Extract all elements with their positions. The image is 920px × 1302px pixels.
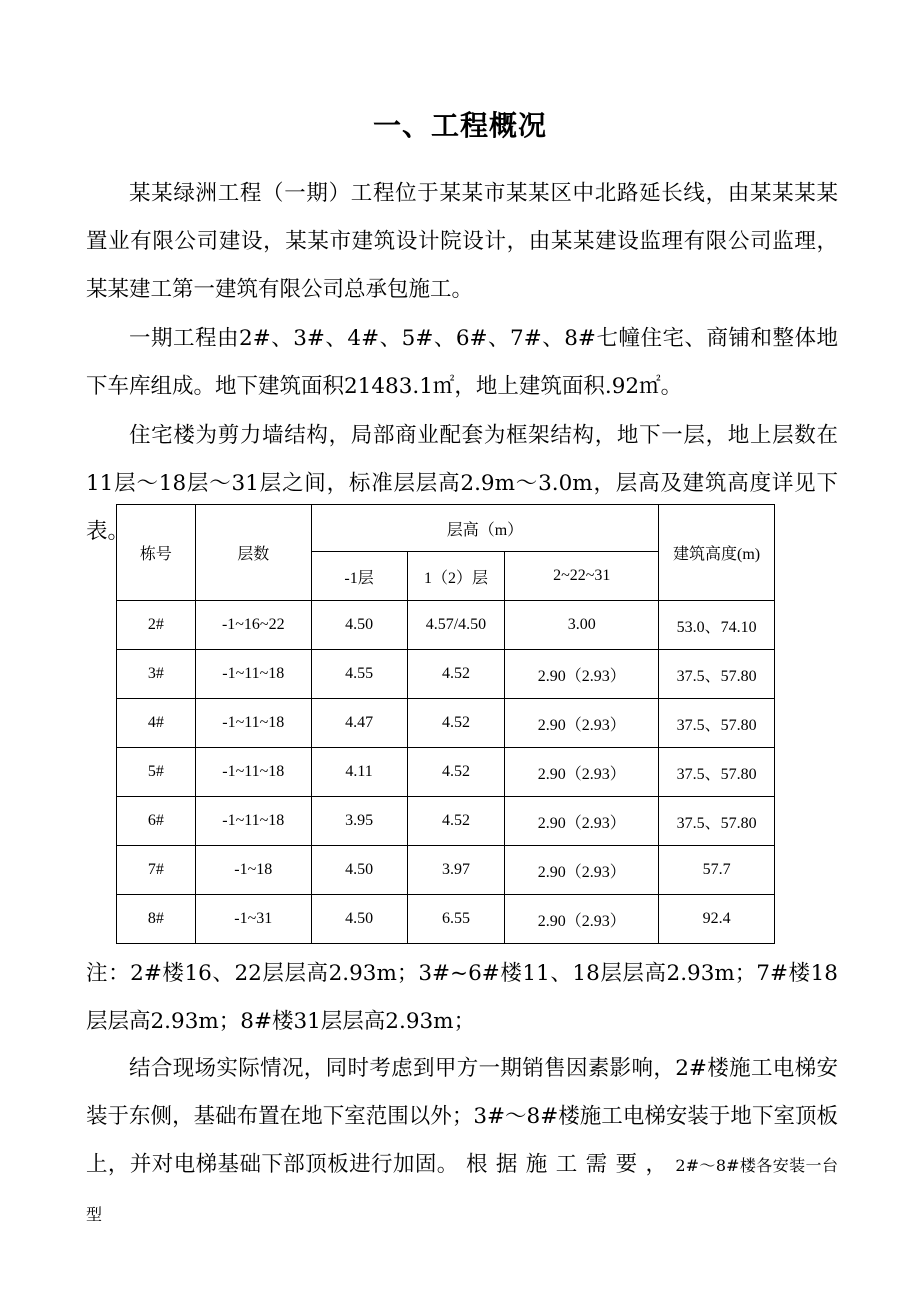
- cell-standard-height: 2.90（2.93）: [505, 846, 659, 895]
- table-row: [117, 601, 775, 650]
- header-floors: 层数: [195, 505, 311, 601]
- cell-building-height: 37.5、57.80: [659, 748, 775, 797]
- cell-first-height: 6.55: [407, 895, 505, 944]
- cell-basement-height: 4.50: [311, 846, 407, 895]
- cell-floors: -1~11~18: [195, 748, 311, 797]
- cell-basement-height: 4.11: [311, 748, 407, 797]
- cell-basement-height: 4.47: [311, 699, 407, 748]
- cell-standard-height: 2.90（2.93）: [505, 650, 659, 699]
- table-body: [117, 601, 775, 944]
- spaced-text: 根据施工需要，: [465, 1152, 676, 1177]
- elevator-text: 结合现场实际情况，同时考虑到甲方一期销售因素影响，2#楼施工电梯安装于东侧，基础布置在地下室范围以外；3#～8#楼施工电梯安装于地下室顶板上，并对电梯基础下部顶板进行加固。: [86, 1056, 838, 1177]
- header-basement-floor: -1层: [311, 552, 407, 601]
- project-location-paragraph: 某某绿洲工程（一期）工程位于某某市某某区中北路延长线，由某某某某置业有限公司建设，某某市建筑设计院设计，由某某建设监理有限公司监理，某某建工第一建筑有限公司总承包施工。: [86, 181, 838, 302]
- table-row: [117, 650, 775, 699]
- cell-standard-height: 2.90（2.93）: [505, 699, 659, 748]
- cell-basement-height: 3.95: [311, 797, 407, 846]
- cell-floors: -1~11~18: [195, 650, 311, 699]
- cell-standard-height: 3.00: [505, 601, 659, 650]
- table-row: [117, 895, 775, 944]
- header-floor-height: 层高（m）: [311, 505, 658, 552]
- cell-floors: -1~16~22: [195, 601, 311, 650]
- cell-basement-height: 4.55: [311, 650, 407, 699]
- floor-height-table: [116, 504, 775, 944]
- cell-basement-height: 4.50: [311, 601, 407, 650]
- structure-paragraph: 住宅楼为剪力墙结构，局部商业配套为框架结构，地下一层，地上层数在11层～18层～31层之间，标准层层高2.9m～3.0m，层高及建筑高度详见下表。: [86, 423, 838, 544]
- project-composition-paragraph: 一期工程由2#、3#、4#、5#、6#、7#、8#七幢住宅、商铺和整体地下车库组成。地下建筑面积21483.1㎡，地上建筑面积.92㎡。: [86, 326, 838, 399]
- page-title: 一、工程概况: [372, 109, 547, 142]
- cell-first-height: 4.52: [407, 699, 505, 748]
- cell-building-height: 37.5、57.80: [659, 699, 775, 748]
- cell-first-height: 4.52: [407, 797, 505, 846]
- cell-standard-height: 2.90（2.93）: [505, 797, 659, 846]
- header-building-height: 建筑高度(m): [659, 505, 775, 601]
- small-text: 2#～8#楼各安装一台型: [86, 1156, 838, 1224]
- cell-building: 4#: [117, 699, 196, 748]
- cell-first-height: 4.52: [407, 748, 505, 797]
- table-row: [117, 797, 775, 846]
- cell-building: 2#: [117, 601, 196, 650]
- cell-first-height: 3.97: [407, 846, 505, 895]
- cell-building: 8#: [117, 895, 196, 944]
- cell-building: 6#: [117, 797, 196, 846]
- cell-standard-height: 2.90（2.93）: [505, 895, 659, 944]
- cell-building-height: 53.0、74.10: [659, 601, 775, 650]
- elevator-paragraph: [86, 1045, 838, 1239]
- table-row: [117, 748, 775, 797]
- cell-building: 3#: [117, 650, 196, 699]
- header-standard-floor: 2~22~31: [505, 552, 659, 601]
- cell-first-height: 4.52: [407, 650, 505, 699]
- cell-building-height: 57.7: [659, 846, 775, 895]
- table-note: 注：2#楼16、22层层高2.93m；3#~6#楼11、18层层高2.93m；7#楼18层层高2.93m；8#楼31层层高2.93m；: [86, 961, 838, 1034]
- cell-floors: -1~31: [195, 895, 311, 944]
- cell-standard-height: 2.90（2.93）: [505, 748, 659, 797]
- header-first-floor: 1（2）层: [407, 552, 505, 601]
- table-row: [117, 699, 775, 748]
- cell-basement-height: 4.50: [311, 895, 407, 944]
- cell-floors: -1~18: [195, 846, 311, 895]
- cell-building: 5#: [117, 748, 196, 797]
- header-building: 栋号: [117, 505, 196, 601]
- table-row: [117, 846, 775, 895]
- cell-building-height: 37.5、57.80: [659, 797, 775, 846]
- cell-building-height: 92.4: [659, 895, 775, 944]
- cell-building-height: 37.5、57.80: [659, 650, 775, 699]
- cell-building: 7#: [117, 846, 196, 895]
- cell-floors: -1~11~18: [195, 797, 311, 846]
- cell-floors: -1~11~18: [195, 699, 311, 748]
- cell-first-height: 4.57/4.50: [407, 601, 505, 650]
